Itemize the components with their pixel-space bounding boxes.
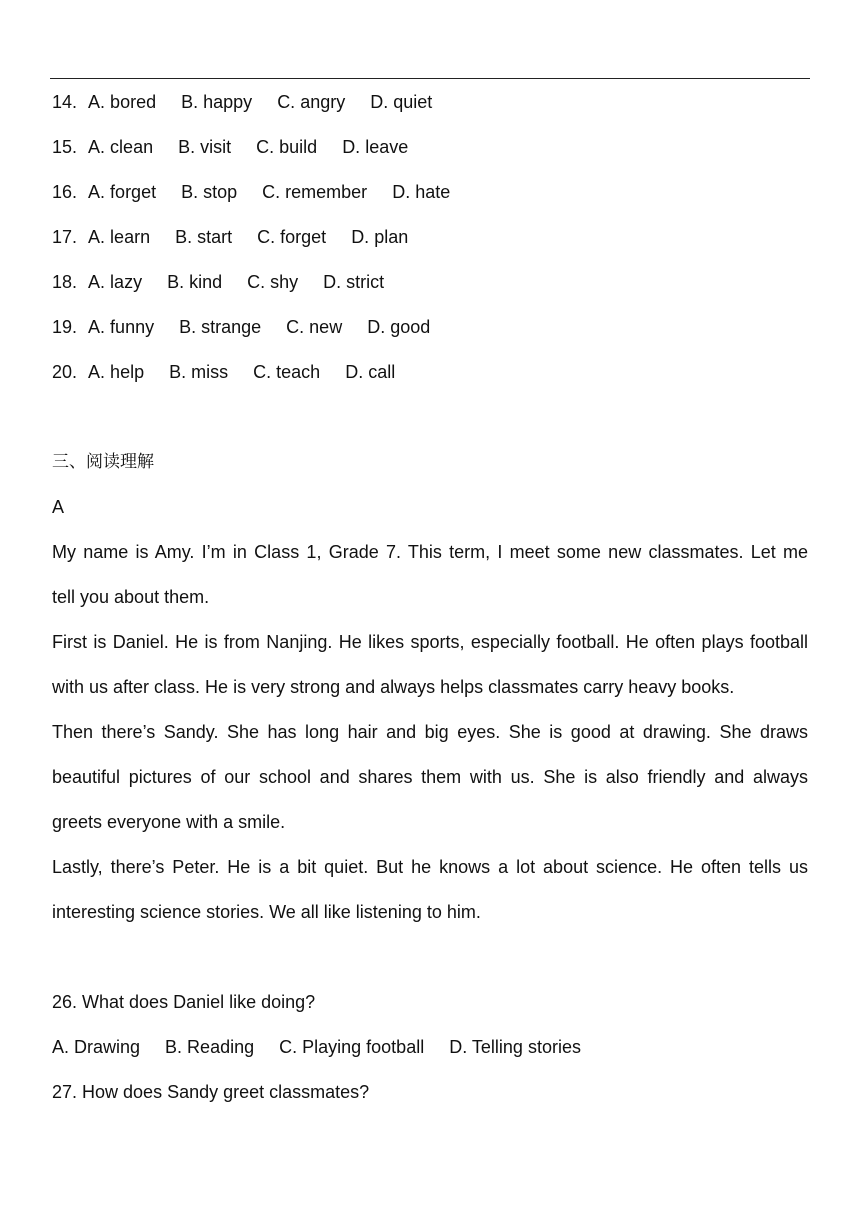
- option-b: B. start: [175, 227, 233, 247]
- option-d: D. leave: [342, 137, 409, 157]
- option-a: A. Drawing: [52, 1037, 141, 1057]
- item-number: 14.: [52, 92, 78, 112]
- option-c: C. new: [286, 317, 343, 337]
- option-b: B. kind: [167, 272, 223, 292]
- option-c: C. forget: [257, 227, 327, 247]
- question-27: 27. How does Sandy greet classmates?: [52, 1082, 370, 1102]
- option-a: A. forget: [88, 182, 157, 202]
- blank-line: [52, 402, 808, 447]
- passage-line: Lastly, there’s Peter. He is a bit quiet. But he knows a lot about science. He often tells us: [52, 857, 808, 877]
- option-c: C. teach: [253, 362, 321, 382]
- option-b: B. happy: [181, 92, 253, 112]
- option-a: A. bored: [88, 92, 157, 112]
- header-rule: [50, 78, 810, 79]
- option-b: B. strange: [179, 317, 262, 337]
- item-number: 16.: [52, 182, 78, 202]
- item-number: 20.: [52, 362, 78, 382]
- option-d: D. Telling stories: [449, 1037, 581, 1057]
- passage-line: beautiful pictures of our school and shares them with us. She is also friendly and always: [52, 767, 808, 787]
- option-b: B. visit: [178, 137, 232, 157]
- option-a: A. learn: [88, 227, 151, 247]
- section-title: 三、阅读理解: [52, 452, 154, 472]
- passage-label: A: [52, 497, 65, 517]
- page-content: [52, 87, 808, 1122]
- passage-line: First is Daniel. He is from Nanjing. He likes sports, especially football. He often plays football: [52, 632, 808, 652]
- option-a: A. clean: [88, 137, 154, 157]
- item-number: 18.: [52, 272, 78, 292]
- option-c: C. angry: [277, 92, 346, 112]
- passage: [52, 537, 808, 942]
- option-b: B. stop: [181, 182, 238, 202]
- cloze-item-15: [52, 132, 808, 177]
- option-a: A. lazy: [88, 272, 143, 292]
- option-c: C. remember: [262, 182, 368, 202]
- passage-line: tell you about them.: [52, 587, 210, 607]
- option-c: C. build: [256, 137, 318, 157]
- cloze-item-19: [52, 312, 808, 357]
- blank-line: [52, 942, 808, 987]
- option-b: B. miss: [169, 362, 229, 382]
- item-number: 19.: [52, 317, 78, 337]
- option-a: A. help: [88, 362, 145, 382]
- option-b: B. Reading: [165, 1037, 255, 1057]
- option-d: D. good: [367, 317, 431, 337]
- option-d: D. plan: [351, 227, 409, 247]
- passage-line: with us after class. He is very strong and always helps classmates carry heavy books.: [52, 677, 735, 697]
- item-number: 17.: [52, 227, 78, 247]
- cloze-item-16: [52, 177, 808, 222]
- item-number: 15.: [52, 137, 78, 157]
- cloze-item-18: [52, 267, 808, 312]
- passage-line: My name is Amy. I’m in Class 1, Grade 7. This term, I meet some new classmates. Let me: [52, 542, 808, 562]
- passage-line: Then there’s Sandy. She has long hair and big eyes. She is good at drawing. She draws: [52, 722, 808, 742]
- question-26: 26. What does Daniel like doing?: [52, 992, 316, 1012]
- option-d: D. strict: [323, 272, 385, 292]
- cloze-item-17: [52, 222, 808, 267]
- option-d: D. quiet: [370, 92, 433, 112]
- option-d: D. hate: [392, 182, 451, 202]
- passage-line: interesting science stories. We all like listening to him.: [52, 902, 481, 922]
- option-a: A. funny: [88, 317, 155, 337]
- question-26-options: [52, 1032, 808, 1077]
- cloze-item-20: [52, 357, 808, 402]
- option-d: D. call: [345, 362, 396, 382]
- option-c: C. shy: [247, 272, 299, 292]
- passage-line: greets everyone with a smile.: [52, 812, 286, 832]
- option-c: C. Playing football: [279, 1037, 425, 1057]
- cloze-item-14: [52, 87, 808, 132]
